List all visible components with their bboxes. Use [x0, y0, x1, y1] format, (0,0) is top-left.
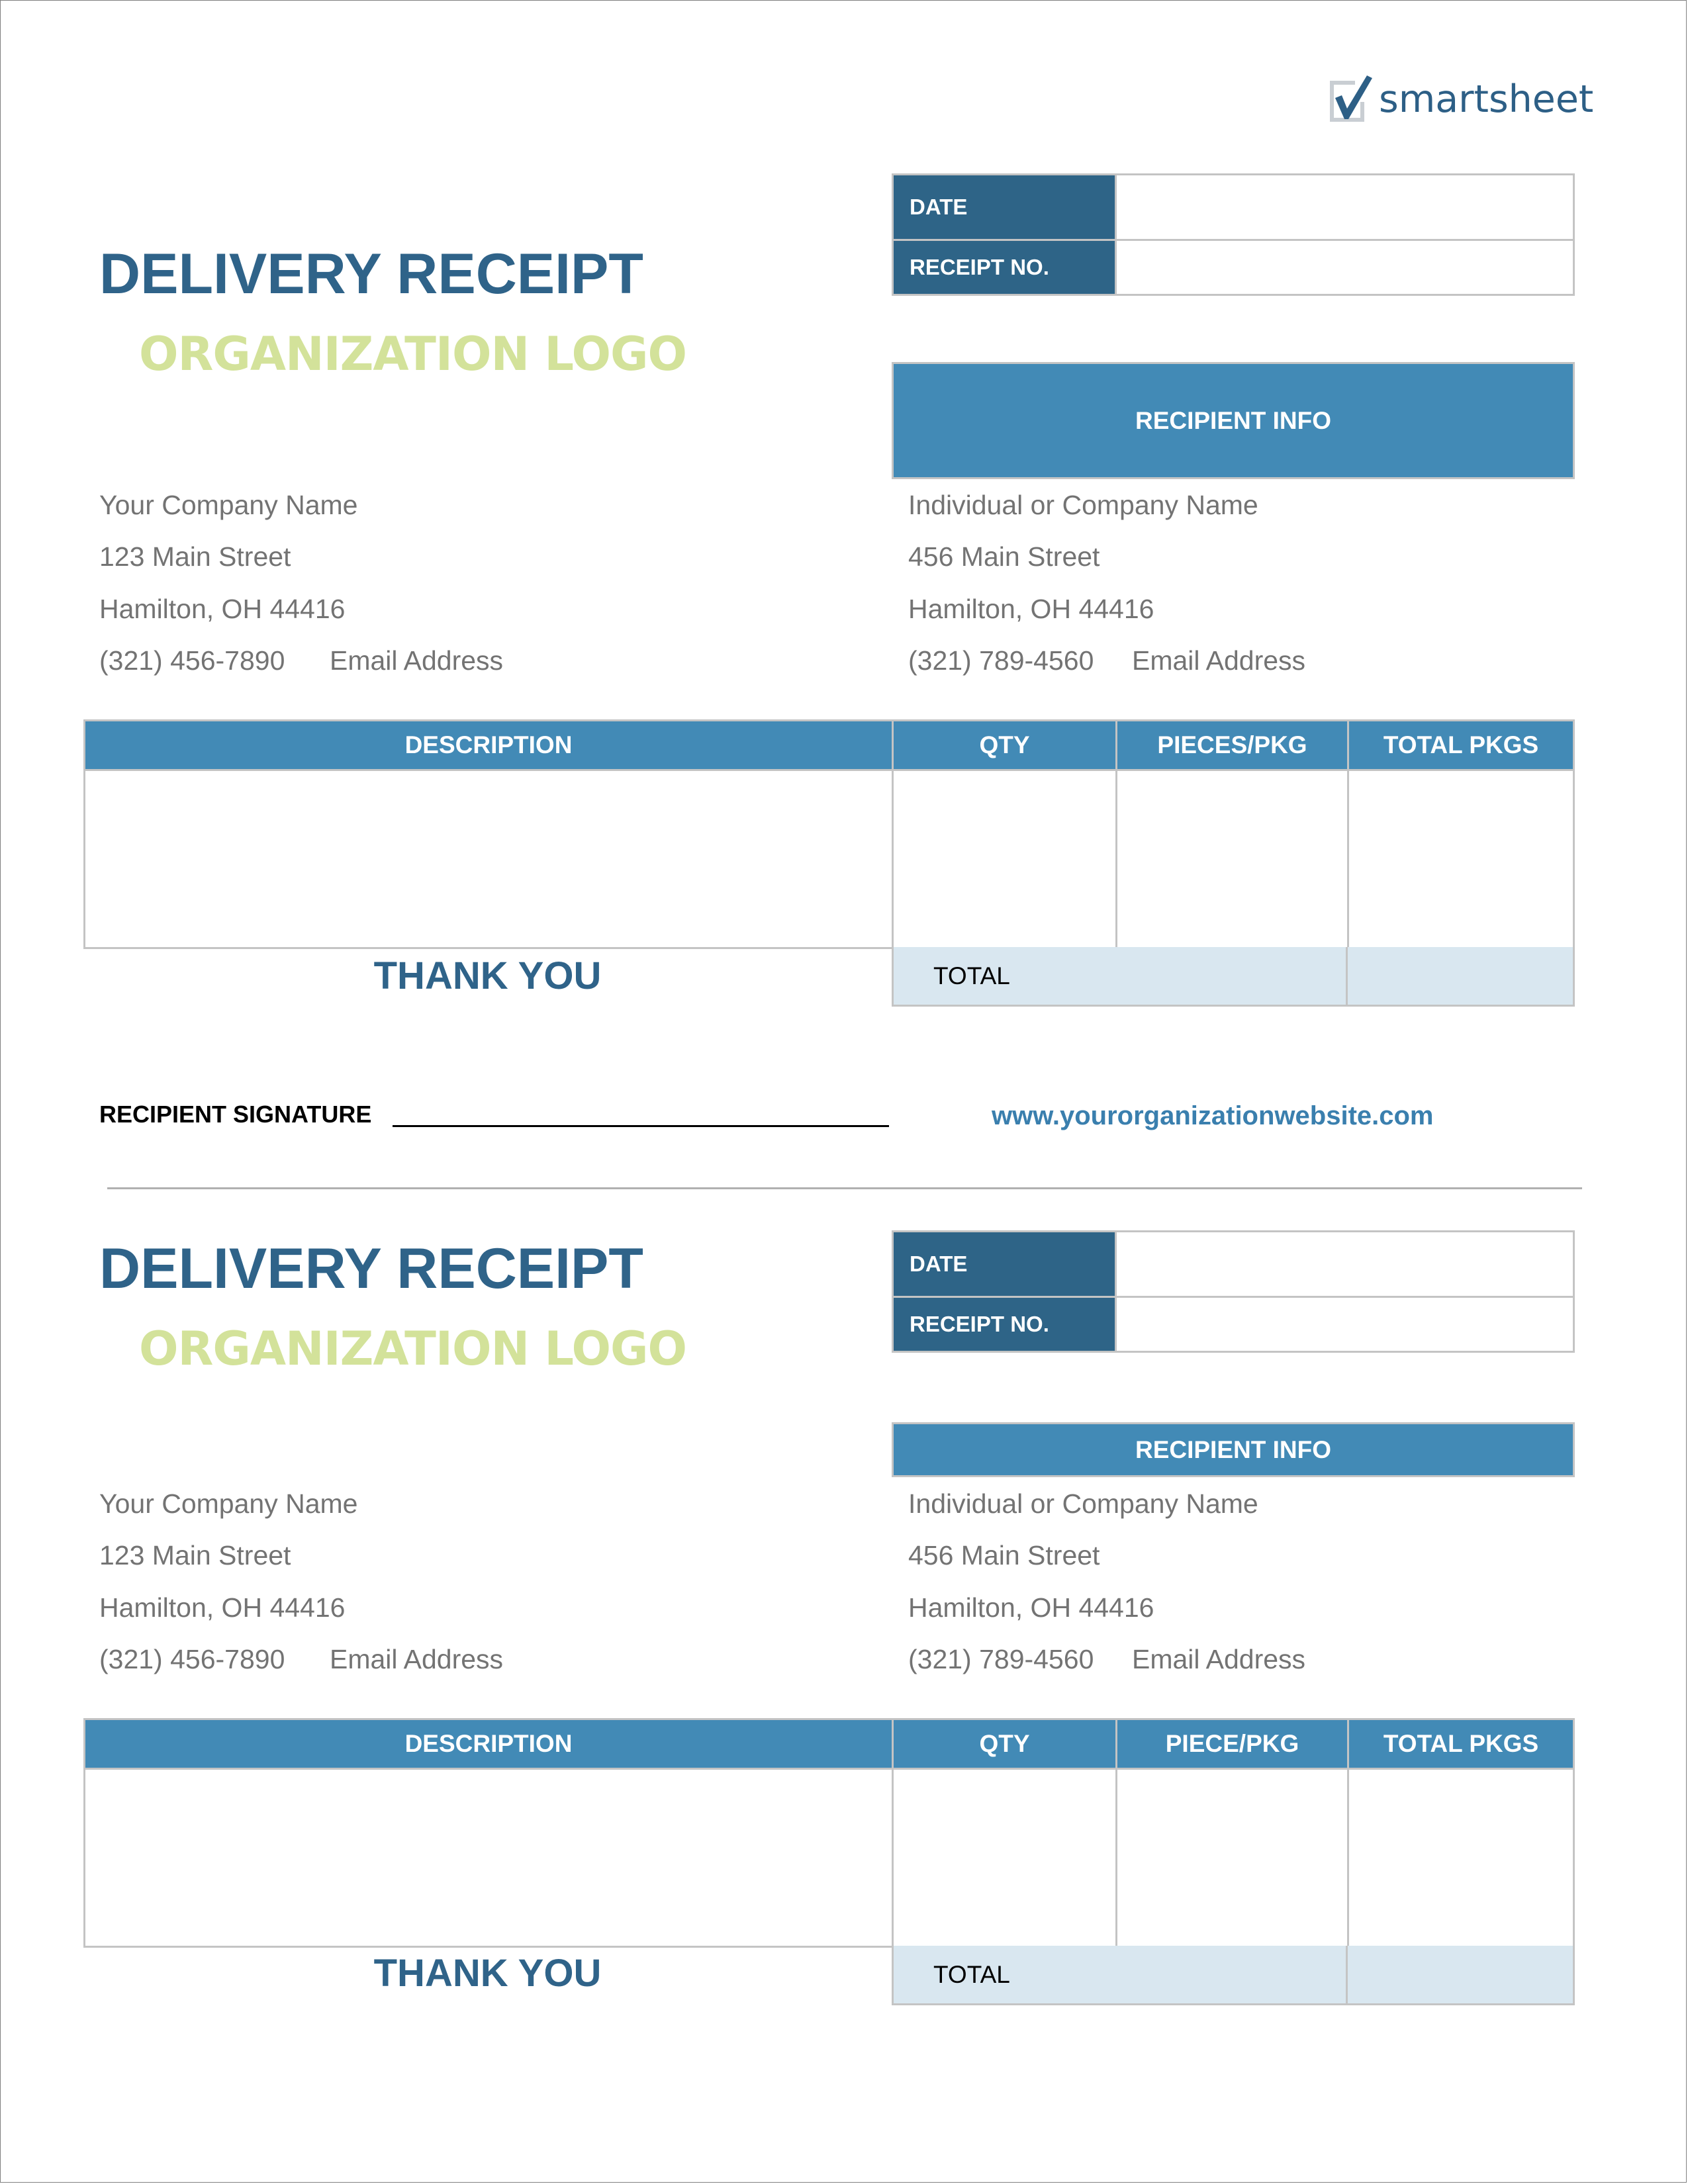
column-header-description: DESCRIPTION: [85, 1720, 894, 1768]
column-header-piece-pkg: PIECE/PKG: [1117, 1720, 1349, 1768]
date-label: DATE: [894, 175, 1117, 239]
total-value[interactable]: [1348, 1946, 1573, 2003]
items-table-header: [85, 721, 1573, 769]
pieces-pkg-cell[interactable]: [1117, 771, 1349, 947]
recipient-city: Hamilton, OH 44416: [908, 594, 1154, 624]
items-table: [83, 719, 1575, 949]
check-mark-icon: [1326, 71, 1378, 127]
table-row: [85, 769, 1573, 947]
sender-email: Email Address: [330, 1644, 504, 1674]
smartsheet-logo: [1326, 71, 1593, 127]
description-cell[interactable]: [85, 1770, 894, 1946]
recipient-street: 456 Main Street: [908, 541, 1100, 572]
items-table-header: [85, 1720, 1573, 1768]
receipt-no-row: [894, 239, 1573, 294]
date-field[interactable]: [1117, 1232, 1573, 1296]
recipient-phone: (321) 789-4560: [908, 645, 1094, 676]
date-label: DATE: [894, 1232, 1117, 1296]
recipient-company: Individual or Company Name: [908, 1488, 1258, 1519]
receipt-no-field[interactable]: [1117, 241, 1573, 294]
receipt-divider: [107, 1187, 1582, 1189]
column-header-total-pkgs: TOTAL PKGS: [1383, 731, 1539, 758]
date-field[interactable]: [1117, 175, 1573, 239]
recipient-info-header: RECIPIENT INFO: [892, 1422, 1575, 1477]
recipient-phone: (321) 789-4560: [908, 1644, 1094, 1674]
sender-street: 123 Main Street: [99, 541, 291, 572]
description-cell[interactable]: [85, 771, 894, 947]
recipient-email: Email Address: [1132, 645, 1306, 676]
total-label: TOTAL: [894, 947, 1348, 1005]
date-row: [894, 175, 1573, 239]
sender-company: Your Company Name: [99, 490, 358, 520]
thank-you-text: THANK YOU: [373, 954, 602, 997]
total-row: [892, 947, 1575, 1007]
total-pkgs-cell[interactable]: [1349, 771, 1573, 947]
recipient-city: Hamilton, OH 44416: [908, 1592, 1154, 1623]
piece-pkg-cell[interactable]: [1117, 1770, 1349, 1946]
receipt-title: DELIVERY RECEIPT: [99, 1237, 643, 1300]
total-row: [892, 1946, 1575, 2005]
organization-logo-placeholder: ORGANIZATION LOGO: [139, 1322, 686, 1376]
date-receipt-table: [892, 1230, 1575, 1353]
website-link[interactable]: www.yourorganizationwebsite.com: [992, 1101, 1434, 1130]
signature-label: RECIPIENT SIGNATURE: [99, 1101, 372, 1128]
brand-name-dark: sheet: [1488, 77, 1594, 121]
recipient-info-header: RECIPIENT INFO: [892, 362, 1575, 479]
sender-phone: (321) 456-7890: [99, 1644, 285, 1674]
qty-cell[interactable]: [894, 1770, 1117, 1946]
sender-city: Hamilton, OH 44416: [99, 1592, 346, 1623]
sender-phone: (321) 456-7890: [99, 645, 285, 676]
sender-company: Your Company Name: [99, 1488, 358, 1519]
qty-cell[interactable]: [894, 771, 1117, 947]
recipient-street: 456 Main Street: [908, 1540, 1100, 1570]
total-label: TOTAL: [894, 1946, 1348, 2003]
total-pkgs-cell[interactable]: [1349, 1770, 1573, 1946]
brand-name-light: smart: [1379, 77, 1489, 121]
recipient-company: Individual or Company Name: [908, 490, 1258, 520]
sender-email: Email Address: [330, 645, 504, 676]
receipt-no-label: RECEIPT NO.: [894, 241, 1117, 294]
column-header-qty: QTY: [894, 721, 1117, 769]
sender-city: Hamilton, OH 44416: [99, 594, 346, 624]
signature-line[interactable]: [393, 1125, 889, 1127]
receipt-no-row: [894, 1296, 1573, 1351]
recipient-email: Email Address: [1132, 1644, 1306, 1674]
total-value[interactable]: [1348, 947, 1573, 1005]
receipt-no-field[interactable]: [1117, 1298, 1573, 1351]
receipt-no-label: RECEIPT NO.: [894, 1298, 1117, 1351]
column-header-pieces-pkg: PIECES/PKG: [1117, 721, 1349, 769]
column-header-total-pkgs: TOTAL PKGS: [1383, 1730, 1539, 1757]
table-row: [85, 1768, 1573, 1946]
sender-street: 123 Main Street: [99, 1540, 291, 1570]
date-receipt-table: [892, 173, 1575, 296]
column-header-qty: QTY: [894, 1720, 1117, 1768]
date-row: [894, 1232, 1573, 1296]
thank-you-text: THANK YOU: [373, 1952, 602, 1995]
organization-logo-placeholder: ORGANIZATION LOGO: [139, 327, 686, 381]
receipt-title: DELIVERY RECEIPT: [99, 242, 643, 306]
items-table: [83, 1718, 1575, 1948]
brand-name: [1379, 77, 1593, 121]
column-header-description: DESCRIPTION: [85, 721, 894, 769]
